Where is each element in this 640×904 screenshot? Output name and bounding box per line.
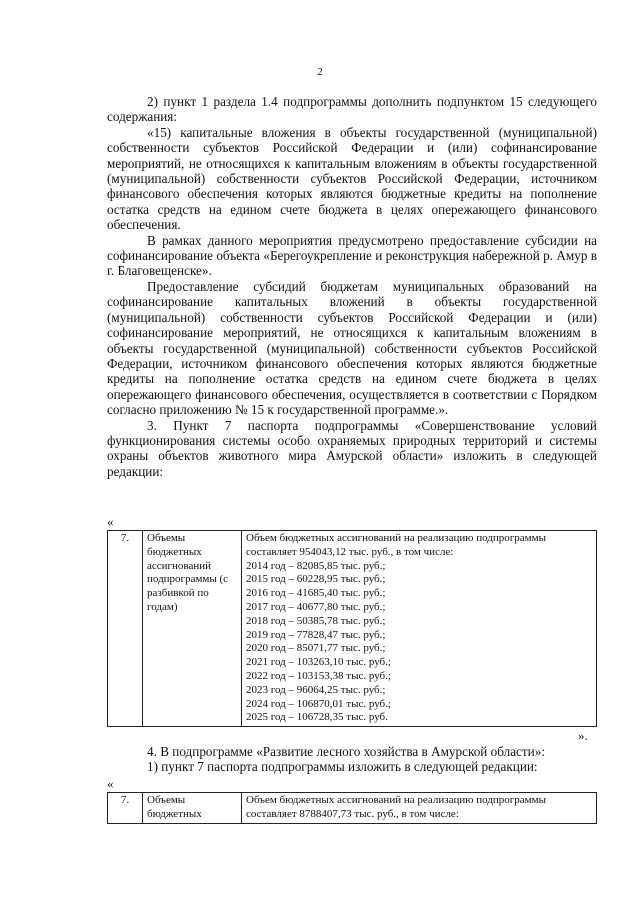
row-value [242, 793, 597, 824]
row-number: 7. [108, 531, 143, 727]
budget-line: 2016 год – 41685,40 тыс. руб.; [246, 587, 386, 600]
quote-open-mark: « [107, 514, 114, 529]
body-text-bottom [107, 744, 597, 775]
quote-open-mark-2: « [107, 776, 114, 791]
budget-line: 2024 год – 106870,01 тыс. руб.; [246, 697, 391, 710]
paragraph-subitem-15: «15) капитальные вложения в объекты государственной (муниципальной) собственности субъектов Российской Федерации и (или) софинансирование мероприятий, не относящихся к капитальным вложениям в объекты государственной (муниципальной) собственности субъектов Российской Федерации, источником финансового обеспечения которых являются бюджетные кредиты на пополнение остатка средств на едином счете бюджета в целях опережающего финансового обеспечения. [107, 124, 597, 233]
budget-line: 2017 год – 40677,80 тыс. руб.; [246, 600, 386, 613]
budget-line: 2015 год – 60228,95 тыс. руб.; [246, 573, 386, 586]
budget-line: 2019 год – 77828,47 тыс. руб.; [246, 628, 386, 641]
paragraph-item-3: 3. Пункт 7 паспорта подпрограммы «Совершенствование условий функционирования системы особо охраняемых природных территорий и системы охраны объектов животного мира Амурской области» изложить в следующей редакции: [107, 417, 597, 479]
passport-table-2 [107, 792, 597, 824]
table-row [108, 531, 597, 727]
budget-line: 2023 год – 96064,25 тыс. руб.; [246, 683, 386, 696]
quote-close-mark: ». [578, 728, 588, 743]
budget-line: 2014 год – 82085,85 тыс. руб.; [246, 559, 386, 572]
body-text-top [107, 94, 597, 479]
budget-line: 2021 год – 103263,10 тыс. руб.; [246, 656, 391, 669]
row-label: Объемы бюджетных [143, 793, 242, 824]
paragraph-item-4: 4. В подпрограмме «Развитие лесного хозяйства в Амурской области»: [147, 744, 545, 759]
page-number: 2 [317, 66, 323, 78]
budget-line: Объем бюджетных ассигнований на реализацию подпрограммы составляет 954043,12 тыс. руб., в том числе: [246, 532, 546, 558]
paragraph-item-4-1: 1) пункт 7 паспорта подпрограммы изложить в следующей редакции: [147, 759, 538, 775]
budget-line: 2025 год – 106728,35 тыс. руб. [246, 711, 388, 724]
paragraph-subsidy-object: В рамках данного мероприятия предусмотрено предоставление субсидии на софинансирование объекта «Берегоукрепление и реконструкция набережной р. Амур в г. Благовещенске». [107, 232, 597, 279]
row-label: Объемы бюджетных ассигнований подпрограммы (с разбивкой по годам) [143, 531, 242, 727]
row-value [242, 531, 597, 727]
budget-line: 2020 год – 85071,77 тыс. руб.; [246, 642, 386, 655]
budget-line: 2018 год – 50385,78 тыс. руб.; [246, 614, 386, 627]
paragraph-item-2: 2) пункт 1 раздела 1.4 подпрограммы дополнить подпунктом 15 следующего содержания: [107, 94, 597, 125]
row-number: 7. [108, 793, 143, 824]
paragraph-subsidy-procedure: Предоставление субсидий бюджетам муниципальных образований на софинансирование капитальных вложений в объекты государственной (муниципальной) собственности субъектов Российской Федерации и (или) софинансирование мероприятий, не относящихся к капитальным вложениям в объекты государственной (муниципальной) собственности субъектов Российской Федерации, источником финансового обеспечения которых являются бюджетные кредиты на пополнение остатка средств на едином счете бюджета в целях опережающего финансового обеспечения, осуществляется в соответствии с Порядком согласно приложению № 15 к государственной программе.». [107, 278, 597, 418]
budget-line: Объем бюджетных ассигнований на реализацию подпрограммы составляет 8788407,73 тыс. руб., в том числе: [246, 794, 546, 820]
table-row [108, 793, 597, 824]
budget-line: 2022 год – 103153,38 тыс. руб.; [246, 669, 391, 682]
passport-table-1 [107, 530, 597, 727]
